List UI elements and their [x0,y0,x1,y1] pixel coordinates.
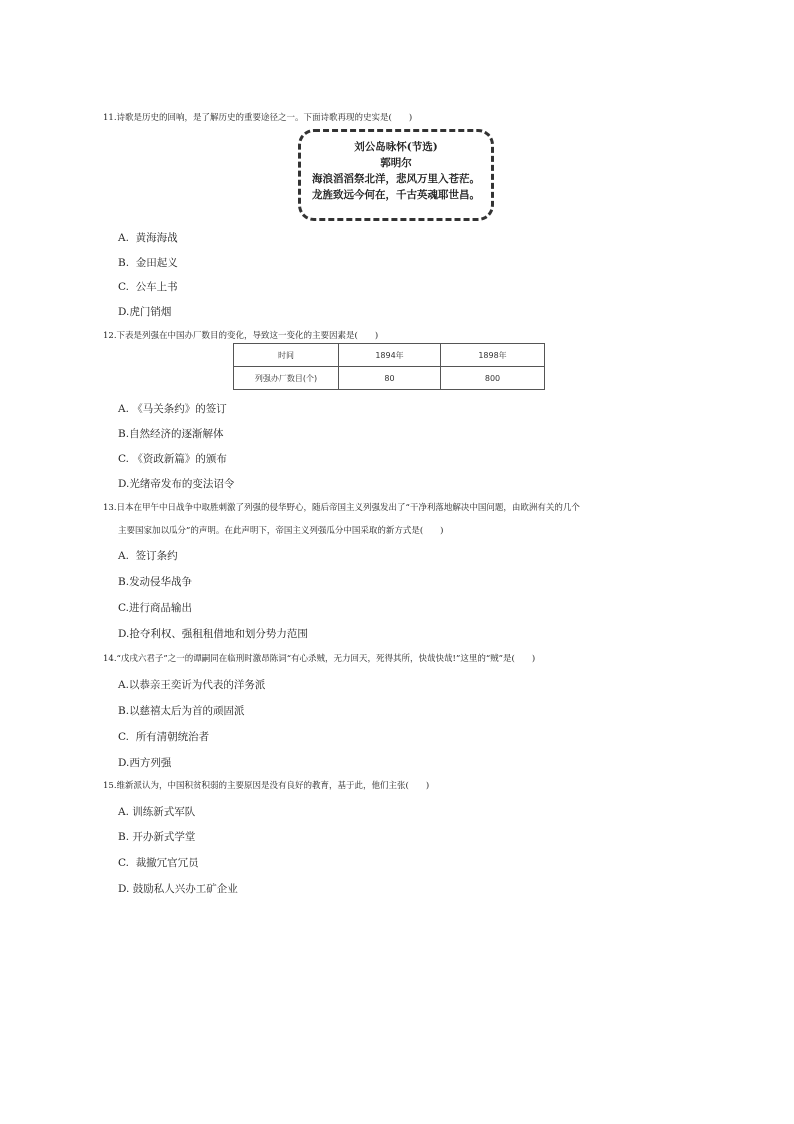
q11-option-b[interactable]: B. 金田起义 [118,257,178,269]
q15-option-a[interactable]: A. 训练新式军队 [118,806,196,818]
question-12-stem: 12.下表是列强在中国办厂数目的变化，导致这一变化的主要因素是( ) [103,331,379,341]
q13-option-c[interactable]: C.进行商品输出 [118,602,192,614]
q12-option-a[interactable]: A. 《马关条约》的签订 [118,403,227,415]
q13-option-d[interactable]: D.抢夺利权、强租租借地和划分势力范围 [118,628,308,640]
q15-option-b[interactable]: B. 开办新式学堂 [118,831,196,843]
table-cell: 80 [339,367,441,390]
table-row [234,344,545,367]
q12-option-c[interactable]: C. 《资政新篇》的颁布 [118,453,227,465]
q15-option-d[interactable]: D. 鼓励私人兴办工矿企业 [118,883,238,895]
table-cell: 800 [441,367,545,390]
question-11-stem: 11.诗歌是历史的回响，是了解历史的重要途径之一。下面诗歌再现的史实是( ) [103,113,413,123]
q12-option-d[interactable]: D.光绪帝发布的变法诏令 [118,478,235,490]
factory-count-table [233,343,545,390]
q14-option-a[interactable]: A.以恭亲王奕䜣为代表的洋务派 [118,679,266,691]
table-row [234,367,545,390]
poem-title: 刘公岛咏怀(节选) [354,141,438,153]
table-cell: 列强办厂数目(个) [234,367,339,390]
q14-option-b[interactable]: B.以慈禧太后为首的顽固派 [118,705,245,717]
poem-line-1: 海浪滔滔祭北洋，悲风万里入苍茫。 [312,173,480,185]
q14-option-c[interactable]: C. 所有清朝统治者 [118,731,210,743]
question-13-stem-line-2: 主要国家加以瓜分”的声明。在此声明下，帝国主义列强瓜分中国采取的新方式是( ) [118,526,444,536]
poem-box [298,129,494,221]
table-header-cell: 时间 [234,344,339,367]
poem-line-2: 龙旌致远今何在，千古英魂耶世昌。 [312,189,480,201]
q13-option-a[interactable]: A. 签订条约 [118,550,178,562]
table-header-cell: 1898年 [441,344,545,367]
q15-option-c[interactable]: C. 裁撤冗官冗员 [118,857,199,869]
poem-author: 郭明尔 [380,157,412,169]
question-14-stem: 14.“戊戌六君子”之一的谭嗣同在临刑时激昂陈词“有心杀贼，无力回天，死得其所，快哉快哉!”这里的“贼”是( ) [103,654,536,664]
question-13-stem-line-1: 13.日本在甲午中日战争中取胜刺激了列强的侵华野心，随后帝国主义列强发出了“干净利落地解决中国问题，由欧洲有关的几个 [103,503,580,513]
q13-option-b[interactable]: B.发动侵华战争 [118,576,193,588]
q12-option-b[interactable]: B.自然经济的逐渐解体 [118,428,224,440]
q14-option-d[interactable]: D.西方列强 [118,757,172,769]
question-15-stem: 15.维新派认为，中国积贫积弱的主要原因是没有良好的教育，基于此，他们主张( ) [103,781,430,791]
q11-option-d[interactable]: D.虎门销烟 [118,306,172,318]
q11-option-c[interactable]: C. 公车上书 [118,281,178,293]
table-header-cell: 1894年 [339,344,441,367]
q11-option-a[interactable]: A. 黄海海战 [118,232,178,244]
